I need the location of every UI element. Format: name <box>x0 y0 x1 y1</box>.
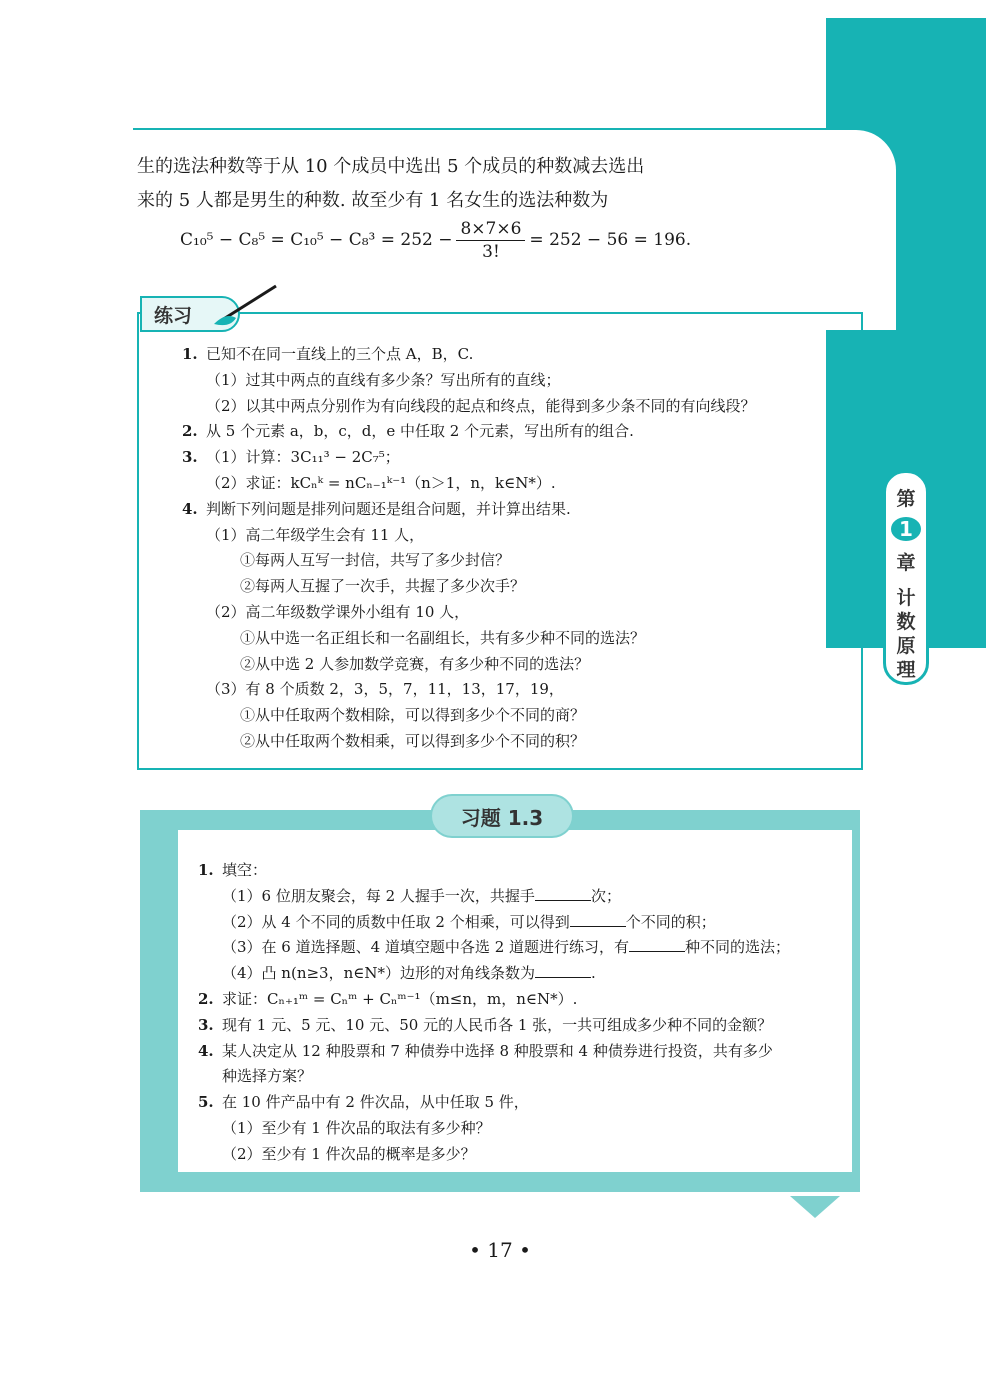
item-text: 在 10 件产品中有 2 件次品，从中任取 5 件， <box>222 1093 529 1112</box>
item-text: 个不同的积； <box>625 912 716 931</box>
list-item <box>198 884 838 910</box>
pen-icon <box>200 282 280 332</box>
top-rule <box>133 128 833 130</box>
answer-blank[interactable] <box>629 937 685 952</box>
practice-label: 练习 <box>140 296 240 332</box>
list-item: （2）以其中两点分别作为有向线段的起点和终点，能得到多少条不同的有向线段？ <box>206 396 756 415</box>
item-text: 填空： <box>222 861 268 879</box>
item-text: （2）从 4 个不同的质数中任取 2 个相乘，可以得到 <box>222 912 570 931</box>
list-item: ②每两人互握了一次手，共握了多少次手？ <box>240 577 526 596</box>
fraction-denominator: 3! <box>482 241 500 262</box>
list-item: ①每两人互写一封信，共写了多少封信？ <box>240 551 511 570</box>
list-item <box>182 445 842 471</box>
intro-paragraph <box>137 150 697 218</box>
list-item: （3）有 8 个质数 2，3，5，7，11，13，17，19， <box>206 680 564 699</box>
page-corner-curve <box>800 130 896 330</box>
chapter-title-char: 原 <box>896 635 916 657</box>
list-item: （1）至少有 1 件次品的取法有多少种？ <box>222 1118 491 1137</box>
item-number: 1. <box>198 861 214 879</box>
formula-fraction <box>456 218 525 263</box>
item-text: 判断下列问题是排列问题还是组合问题，并计算出结果. <box>206 499 571 518</box>
intro-line: 来的 5 人都是男生的种数. 故至少有 1 名女生的选法种数为 <box>137 190 609 211</box>
formula-left: C₁₀⁵ − C₈⁵ = C₁₀⁵ − C₈³ = 252 − <box>180 230 453 250</box>
item-text: （3）在 6 道选择题、4 道填空题中各选 2 道题进行练习，有 <box>222 938 630 957</box>
intro-line: 生的选法种数等于从 10 个成员中选出 5 个成员的种数减去选出 <box>137 156 645 177</box>
item-number: 3. <box>198 1015 214 1034</box>
list-item: （2）高二年级数学课外小组有 10 人， <box>206 602 470 621</box>
chapter-number: 1 <box>891 517 921 541</box>
chapter-title-char: 计 <box>896 587 916 609</box>
list-item <box>198 1013 838 1039</box>
item-text: . <box>591 964 596 983</box>
list-item <box>182 342 842 368</box>
fraction-numerator: 8×7×6 <box>456 218 525 241</box>
chapter-suffix: 章 <box>896 552 916 574</box>
page-number: • 17 • <box>469 1238 531 1262</box>
item-number: 1. <box>182 345 198 363</box>
chapter-title-char: 理 <box>896 659 916 681</box>
chapter-title-char: 数 <box>896 611 916 633</box>
list-item: （1）过其中两点的直线有多少条？写出所有的直线； <box>206 370 561 389</box>
list-item <box>182 419 842 445</box>
chapter-prefix: 第 <box>896 488 916 510</box>
list-item <box>198 858 838 884</box>
item-number: 5. <box>198 1093 214 1112</box>
item-number: 4. <box>182 499 198 518</box>
list-item: 种选择方案？ <box>222 1067 313 1086</box>
list-item <box>198 961 838 987</box>
list-item <box>182 497 842 523</box>
formula-right: = 252 − 56 = 196. <box>529 230 692 250</box>
practice-list <box>182 342 842 755</box>
item-text: 某人决定从 12 种股票和 7 种债券中选择 8 种股票和 4 种债券进行投资，共有多少 <box>222 1041 773 1060</box>
item-text: （4）凸 n(n≥3，n∈N*）边形的对角线条数为 <box>222 964 535 983</box>
item-text: 从 5 个元素 a，b，c，d，e 中任取 2 个元素，写出所有的组合. <box>206 422 634 441</box>
list-item: ②从中任取两个数相乘，可以得到多少个不同的积？ <box>240 731 586 750</box>
answer-blank[interactable] <box>535 963 591 978</box>
exercise-title: 习题 1.3 <box>432 796 572 836</box>
list-item: （2）求证：kCₙᵏ = nCₙ₋₁ᵏ⁻¹（n＞1，n，k∈N*）. <box>206 473 556 492</box>
item-text: 次； <box>590 886 621 905</box>
list-item: （2）至少有 1 件次品的概率是多少？ <box>222 1144 476 1163</box>
list-item <box>198 1039 838 1065</box>
list-item <box>198 987 838 1013</box>
item-number: 2. <box>182 422 198 441</box>
list-item: ①从中选一名正组长和一名副组长，共有多少种不同的选法？ <box>240 628 646 647</box>
item-text: （1）6 位朋友聚会，每 2 人握手一次，共握手 <box>222 886 535 905</box>
list-item: ②从中选 2 人参加数学竞赛，有多少种不同的选法？ <box>240 654 590 673</box>
item-number: 4. <box>198 1041 214 1060</box>
list-item <box>198 1090 838 1116</box>
item-text: 求证：Cₙ₊₁ᵐ = Cₙᵐ + Cₙᵐ⁻¹（m≤n，m，n∈N*）. <box>222 989 578 1008</box>
exercise-corner-triangle <box>790 1196 840 1218</box>
combination-formula <box>180 218 691 262</box>
answer-blank[interactable] <box>570 912 626 927</box>
item-text: 种不同的选法； <box>685 938 791 957</box>
answer-blank[interactable] <box>535 886 591 901</box>
item-text: （1）计算：3C₁₁³ − 2C₇⁵； <box>206 448 400 467</box>
item-text: 现有 1 元、5 元、10 元、50 元的人民币各 1 张，一共可组成多少种不同的金额？ <box>222 1015 773 1034</box>
exercise-list <box>198 858 838 1168</box>
item-text: 已知不在同一直线上的三个点 A，B，C. <box>206 345 474 363</box>
item-number: 2. <box>198 989 214 1008</box>
list-item: （1）高二年级学生会有 11 人， <box>206 525 425 544</box>
item-number: 3. <box>182 448 198 467</box>
list-item <box>198 935 838 961</box>
list-item <box>198 910 838 936</box>
list-item: ①从中任取两个数相除，可以得到多少个不同的商？ <box>240 706 586 725</box>
chapter-tab[interactable] <box>883 470 929 685</box>
